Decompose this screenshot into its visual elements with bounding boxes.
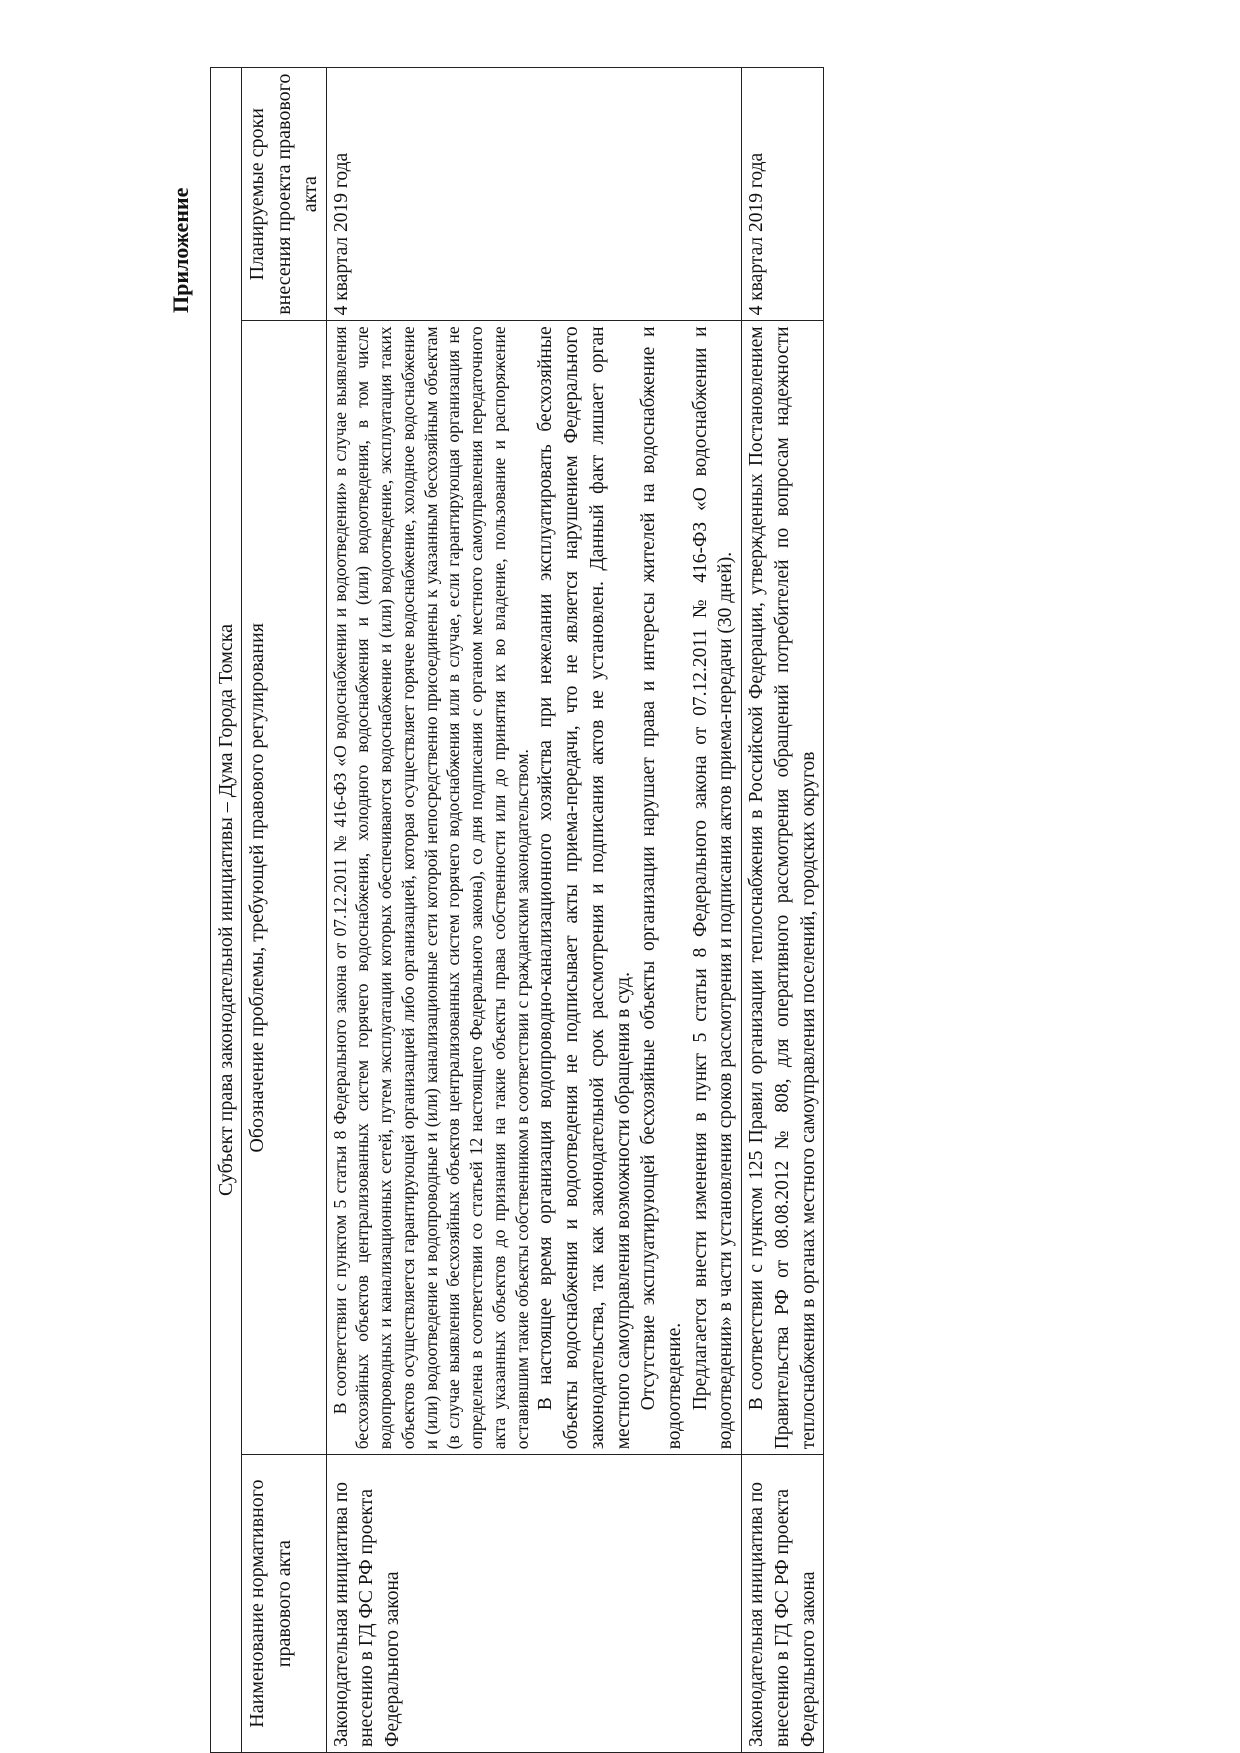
column-header-problem: Обозначение проблемы, требующей правового регулирования bbox=[242, 321, 326, 1455]
act-name-cell: Законодательная инициатива по внесению в ГД ФС РФ проекта Федерального закона bbox=[326, 1455, 742, 1753]
page-title: Приложение bbox=[168, 187, 193, 313]
subject-header: Субъект права законодательной инициативы – Дума Города Томска bbox=[211, 68, 242, 1753]
initiatives-table bbox=[210, 67, 824, 1753]
column-header-row bbox=[242, 68, 326, 1753]
problem-paragraph: Отсутствие эксплуатирующей бесхозяйные объекты организации нарушает права и интересы жителей на водоснабжение и водоотведение. bbox=[638, 326, 685, 1450]
column-header-term: Планируемые сроки внесения проекта правового акта bbox=[242, 68, 326, 321]
rotated-page bbox=[0, 63, 1240, 1753]
table-row bbox=[742, 68, 824, 1753]
problem-description-cell bbox=[326, 321, 742, 1455]
problem-paragraph: В соответствии с пунктом 5 статьи 8 Федерального закона от 07.12.2011 № 416-ФЗ «О водоснабжении и водоотведении» в случае выявления бесхозяйных объектов централизованных систем горячего водоснабжения, холодного водоснабжения и (или) водоотведения, в том числе водопроводных и канализационных сетей, путем эксплуатации которых обеспечиваются водоснабжение и (или) водоотведение, эксплуатация таких объектов осуществляется гарантирующей организацией либо организацией, которая осуществляет горячее водоснабжение, холодное водоснабжение и (или) водоотведение и водопроводные и (или) канализационные сети которой непосредственно присоединены к указанным бесхозяйным объектам (в случае выявления бесхозяйных объектов централизованных систем горячего водоснабжения или в случае, если гарантирующая организация не определена в соответствии со статьей 12 настоящего Федерального закона), со дня подписания с органом местного самоуправления передаточного акта указанных объектов до признания на такие объекты права собственности или до принятия их во владение, пользование и распоряжение оставившим такие объекты собственником в соответствии с гражданским законодательством. bbox=[329, 326, 532, 1450]
term-cell: 4 квартал 2019 года bbox=[742, 68, 824, 321]
column-header-name: Наименование нормативного правового акта bbox=[242, 1455, 326, 1753]
term-cell: 4 квартал 2019 года bbox=[326, 68, 742, 321]
problem-paragraph: В соответствии с пунктом 125 Правил организации теплоснабжения в Российской Федерации, утвержденных Постановлением Правительства РФ от 08.08.2012 № 808, для оперативного рассмотрения обращений потребителей по вопросам надежности теплоснабжения в органах местного самоуправления поселений, городских округов bbox=[746, 326, 819, 1450]
problem-paragraph: В настоящее время организация водопроводно-канализационного хозяйства при нежелании эксплуатировать бесхозяйные объекты водоснабжения и водоотведения не подписывает акты приема-передачи, что не является нарушением Федерального законодательства, так как законодательной срок рассмотрения и подписания актов не установлен. Данный факт лишает орган местного самоуправления возможности обращения в суд. bbox=[535, 326, 634, 1450]
problem-description-cell bbox=[742, 321, 824, 1455]
subject-header-row bbox=[211, 68, 242, 1753]
table-row bbox=[326, 68, 742, 1753]
act-name-cell: Законодательная инициатива по внесению в ГД ФС РФ проекта Федерального закона bbox=[742, 1455, 824, 1753]
problem-paragraph: Предлагается внести изменения в пункт 5 статьи 8 Федерального закона от 07.12.2011 № 416-ФЗ «О водоснабжении и водоотведении» в части установления сроков рассмотрения и подписания актов приема-передачи (30 дней). bbox=[689, 326, 737, 1450]
